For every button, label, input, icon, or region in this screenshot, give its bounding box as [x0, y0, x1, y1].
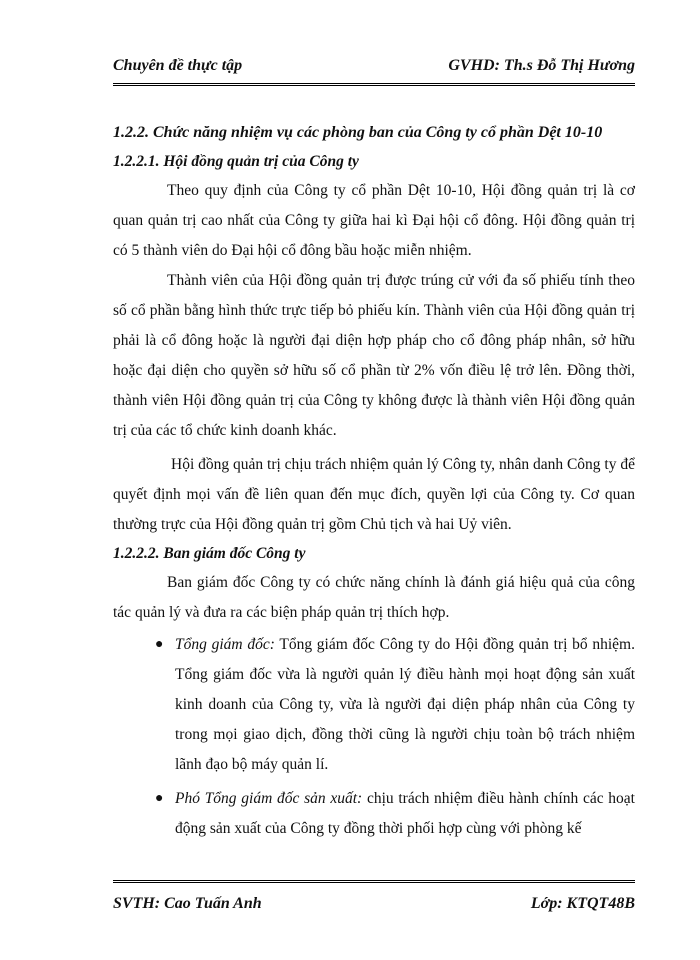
paragraph-directors-intro: Ban giám đốc Công ty có chức năng chính là đánh giá hiệu quả của công tác quản lý và đưa ra các biện pháp quản trị thích hợp. — [113, 574, 635, 621]
subsection-heading-directors: 1.2.2.2. Ban giám đốc Công ty — [113, 545, 306, 562]
header-document-title: Chuyên đề thực tập — [113, 57, 243, 74]
paragraph-board-2: Thành viên của Hội đồng quản trị được trúng cử với đa số phiếu tính theo số cổ phần bằng hình thức trực tiếp bỏ phiếu kín. Thành viên của Hội đồng quản trị phải là cổ đông hoặc là người đại diện hợp pháp cho cổ đông pháp nhân, sở hữu hoặc đại diện cho quyền sở hữu số cổ phần từ 2% vốn điều lệ trở lên. Đồng thời, thành viên Hội đồng quản trị của Công ty không được là thành viên Hội đồng quản trị của các tổ chức kinh doanh khác. — [113, 272, 635, 439]
list-item-term: Tổng giám đốc: — [175, 636, 275, 653]
header-supervisor: GVHD: Th.s Đỗ Thị Hương — [448, 57, 635, 74]
page-content — [113, 118, 635, 844]
footer-class: Lớp: KTQT48B — [530, 895, 635, 912]
paragraph-board-1: Theo quy định của Công ty cổ phần Dệt 10-10, Hội đồng quản trị là cơ quan quản trị cao nhất của Công ty giữa hai kì Đại hội cổ đông. Hội đồng quản trị có 5 thành viên do Đại hội cổ đông bầu hoặc miễn nhiệm. — [113, 182, 635, 259]
list-item — [155, 630, 635, 780]
bullet-icon: ● — [155, 791, 164, 806]
page-header — [113, 53, 635, 86]
bullet-icon: ● — [155, 637, 164, 652]
paragraph-board-3: Hội đồng quản trị chịu trách nhiệm quản lý Công ty, nhân danh Công ty để quyết định mọi vấn đề liên quan đến mục đích, quyền lợi của Công ty. Cơ quan thường trực của Hội đồng quản trị gồm Chủ tịch và hai Uỷ viên. — [113, 456, 635, 533]
section-heading: 1.2.2. Chức năng nhiệm vụ các phòng ban của Công ty cổ phần Dệt 10-10 — [113, 124, 603, 141]
subsection-heading-board: 1.2.2.1. Hội đồng quản trị của Công ty — [113, 153, 359, 170]
footer-student: SVTH: Cao Tuấn Anh — [113, 895, 262, 912]
list-item-text: Tổng giám đốc Công ty do Hội đồng quản trị bổ nhiệm. Tổng giám đốc vừa là người quản lý điều hành mọi hoạt động sản xuất kinh doanh của Công ty, vừa là người đại diện pháp nhân của Công ty trong mọi giao dịch, đồng thời cũng là người chịu toàn bộ trách nhiệm lãnh đạo bộ máy quản lí. — [175, 636, 635, 773]
directors-list — [113, 630, 635, 844]
list-item — [155, 784, 635, 844]
list-item-term: Phó Tổng giám đốc sản xuất: — [175, 790, 363, 807]
list-item-text: chịu trách nhiệm điều hành chính các hoạt động sản xuất của Công ty đồng thời phối hợp cùng với phòng kế — [175, 790, 635, 837]
page-footer — [113, 880, 635, 913]
